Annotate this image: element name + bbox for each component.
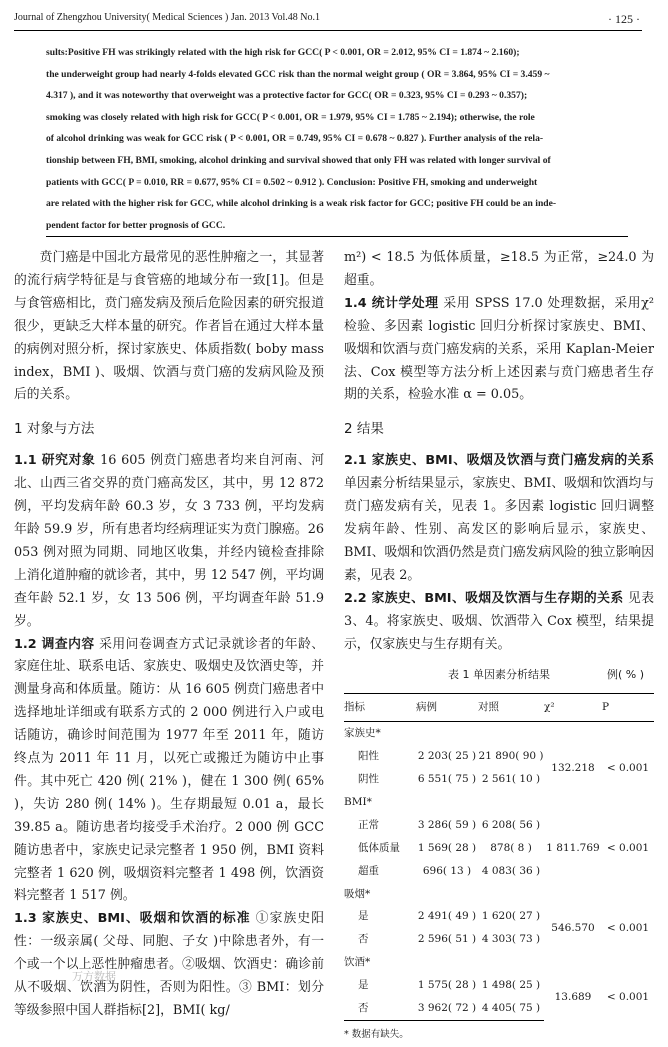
journal-header: Journal of Zhengzhou University( Medical Sciences ) Jan. 2013 Vol.48 No.1: [14, 12, 320, 23]
table-cell: 6 551( 75 ): [417, 773, 477, 786]
page-number: · 125 ·: [608, 12, 640, 26]
table-cell: 6 208( 56 ): [481, 818, 541, 831]
row-label: 低体质量: [358, 841, 400, 854]
row-label: 阳性: [358, 750, 379, 763]
group-label: 饮酒*: [344, 956, 371, 969]
column-header: 病例: [416, 694, 478, 722]
table-group-row: [344, 883, 654, 906]
intro-paragraph: 贲门癌是中国北方最常见的恶性肿瘤之一，其显著的流行病学特征是与食管癌的地域分布一致[1]。但是与食管癌相比，贲门癌发病及预后危险因素的研究报道很少，更缺乏大样本量的研究。作者旨在通过大样本量的病例对照分析，探讨家族史、体质指数( boby mass index，BMI )、吸烟、饮酒与贲门癌的发病风险及预后的关系。: [14, 250, 324, 403]
paragraph: ①家族史阳性：一级亲属( 父母、同胞、子女 )中除患者外，有一个或一个以上恶性肿瘤患者。②吸烟、饮酒史：确诊前从不吸烟、饮酒为阴性，否则为阳性。③ BMI：划分等级参照中国人群指标[2]，BMI( kg/: [14, 911, 324, 1018]
row-label: 是: [358, 979, 369, 992]
table-row: [344, 974, 654, 997]
english-abstract: [46, 42, 628, 237]
table-cell: 2 491( 49 ): [417, 910, 477, 923]
table-cell: 878( 8 ): [490, 841, 532, 854]
abstract-line: 4.317 ), and it was noteworthy that overweight was a protective factor for GCC( OR = 0.323, 95% CI = 0.293 ~ 0.357);: [46, 90, 528, 102]
table-row: [344, 745, 654, 768]
chi-square-value: 546.570: [551, 921, 595, 934]
table-body: [344, 722, 654, 1021]
section-heading-methods: 1 对象与方法: [14, 421, 95, 438]
table-footnote: * 数据有缺失。: [344, 1029, 409, 1040]
row-label: 超重: [358, 864, 379, 877]
table-cell: 2 203( 25 ): [417, 750, 477, 763]
p-value: < 0.001: [606, 990, 650, 1003]
group-label: BMI*: [344, 795, 372, 808]
table-cell: 3 962( 72 ): [416, 997, 478, 1020]
row-label: 否: [344, 997, 416, 1020]
abstract-line: of alcohol drinking was weak for GCC risk ( P < 0.001, OR = 0.749, 95% CI = 0.678 ~ 0.827 ). Further analysis of the rela-: [46, 133, 544, 145]
subsection-heading: 1.3 家族史、BMI、吸烟和饮酒的标准: [14, 911, 251, 927]
table-cell: 696( 13 ): [422, 864, 472, 877]
table-group-row: [344, 791, 654, 814]
column-header: 指标: [344, 694, 416, 722]
results-table: [344, 693, 654, 1021]
table-group-row: [344, 722, 654, 745]
subsection-heading: 2.1 家族史、BMI、吸烟及饮酒与贲门癌发病的关系: [344, 453, 654, 469]
table-cell: 1 575( 28 ): [417, 979, 477, 992]
chi-square-value: 13.689: [554, 990, 592, 1003]
subsection-heading: 1.2 调查内容: [14, 636, 95, 652]
table-cell: 21 890( 90 ): [478, 750, 544, 763]
subsection-heading: 2.2 家族史、BMI、吸烟及饮酒与生存期的关系: [344, 590, 624, 606]
section-heading-results: 2 结果: [344, 421, 384, 438]
paragraph: 见表 3、4。将家族史、吸烟、饮酒带入 Cox 模型，结果提示，仅家族史与生存期有关。: [344, 590, 654, 652]
row-label: 阴性: [358, 773, 379, 786]
table-cell: 3 286( 59 ): [417, 818, 477, 831]
group-label: 家族史*: [344, 727, 381, 740]
abstract-line: pendent factor for better prognosis of GCC.: [46, 215, 628, 238]
paragraph: m²) < 18.5 为低体质量，≥18.5 为正常，≥24.0 为超重。: [344, 250, 654, 288]
table-cell: 2 561( 10 ): [481, 773, 541, 786]
table-cell: 2 596( 51 ): [417, 933, 477, 946]
abstract-line: smoking was closely related with high risk for GCC( P < 0.001, OR = 1.979, 95% CI = 1.785 ~ 2.194); otherwise, the role: [46, 111, 535, 123]
column-header: χ²: [544, 694, 602, 722]
paragraph: 采用 SPSS 17.0 处理数据，采用χ² 检验、多因素 logistic 回归分析探讨家族史、BMI、吸烟和饮酒与贲门癌发病的关系，采用 Kaplan-Meier 法、Cox 模型等方法分析上述因素与贲门癌患者生存期的关系，检验水准 α = 0.05。: [344, 295, 654, 403]
table-cell: 1 569( 28 ): [417, 841, 477, 854]
abstract-line: patients with GCC( P = 0.010, RR = 0.677, 95% CI = 0.502 ~ 0.912 ). Conclusion: Positive FH, smoking and underweight: [46, 176, 538, 188]
abstract-line: tionship between FH, BMI, smoking, alcohol drinking and survival showed that only FH was related with longer survival of: [46, 154, 551, 166]
chi-square-value: 132.218: [551, 761, 595, 774]
table-cell: 4 083( 36 ): [481, 864, 541, 877]
column-header: P: [602, 694, 654, 722]
table-title: [344, 664, 654, 687]
table-header-row: [344, 694, 654, 722]
table-row: [344, 905, 654, 928]
right-column: [344, 247, 654, 1047]
table-cell: 4 303( 73 ): [481, 933, 541, 946]
table-unit: 例( % ): [606, 668, 644, 682]
p-value: < 0.001: [606, 841, 650, 854]
left-column: [14, 247, 324, 1023]
row-label: 正常: [358, 818, 379, 831]
subsection-heading: 1.4 统计学处理: [344, 295, 439, 311]
column-header: 对照: [478, 694, 544, 722]
paragraph: 采用问卷调查方式记录就诊者的年龄、家庭住址、联系电话、家族史、吸烟史及饮酒史等，并测量身高和体质量。随访：从 16 605 例贲门癌患者中选择地址详细或有联系方式的 2 000 例进行入户或电话随访，确诊时间范围为 1977 年至 2011 年，随访终点为 2011 年 11 月，以死亡或搬迁为随访中止事件。其中死亡 420 例( 21% )，健在 1 300 例( 65% )，失访 280 例( 14% )。生存期最短 0.01 a，最长 39.85 a。随访患者均接受手术治疗。2 000 例 GCC 随访患者中，家族史记录完整者 1 950 例，BMI 资料完整者 1 620 例，吸烟资料完整者 1 498 例，饮酒资料完整者 1 517 例。: [14, 636, 324, 904]
subsection-heading: 1.1 研究对象: [14, 453, 96, 469]
row-label: 是: [358, 910, 369, 923]
abstract-line: are related with the higher risk for GCC, while alcohol drinking is a weak risk factor for GCC; positive FH could be an inde-: [46, 198, 557, 210]
table-group-row: [344, 951, 654, 974]
group-label: 吸烟*: [344, 887, 371, 900]
row-label: 否: [358, 933, 369, 946]
table-cell: 1 620( 27 ): [481, 910, 541, 923]
watermark: 万方数据: [72, 970, 116, 983]
table-cell: 4 405( 75 ): [478, 997, 544, 1020]
running-header: [14, 12, 642, 31]
p-value: < 0.001: [606, 921, 650, 934]
table-caption: 表 1 单因素分析结果: [448, 668, 550, 682]
p-value: < 0.001: [606, 761, 650, 774]
table-row: [344, 814, 654, 837]
chi-square-value: 1 811.769: [546, 841, 600, 854]
abstract-line: the underweight group had nearly 4-folds elevated GCC risk than the normal weight group ( OR = 3.864, 95% CI = 3.459 ~: [46, 68, 550, 80]
abstract-line: sults:Positive FH was strikingly related with the high risk for GCC( P < 0.001, OR = 2.012, 95% CI = 1.874 ~ 2.160);: [46, 47, 520, 58]
paragraph: 单因素分析结果显示，家族史、BMI、吸烟和饮酒均与贲门癌发病有关，见表 1。多因素 logistic 回归调整发病年龄、性别、高发区的影响后显示，家族史、BMI、吸烟和饮酒仍然是贲门癌发病风险的独立影响因素，见表 2。: [344, 476, 654, 583]
table-cell: 1 498( 25 ): [481, 979, 541, 992]
paragraph: 16 605 例贲门癌患者均来自河南、河北、山西三省交界的贲门癌高发区，其中，男 12 872 例，平均发病年龄 60.3 岁，女 3 733 例，平均发病年龄 59.9 岁，所有患者均经病理证实为贲门腺癌。26 053 例对照为同期、同地区收集，并经内镜检查排除上消化道肿瘤的就诊者，其中，男 12 547 例，平均调查年龄 52.1 岁，女 13 506 例，平均调查年龄 51.9 岁。: [14, 453, 324, 629]
